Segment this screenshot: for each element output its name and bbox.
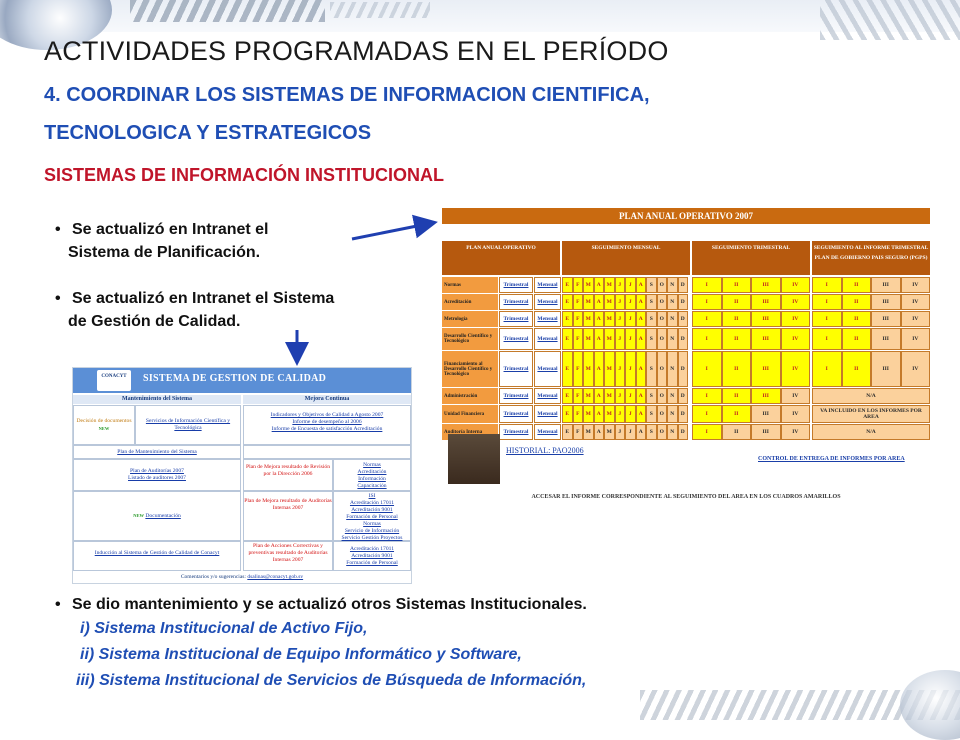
historial-link[interactable]: HISTORIAL: PAO2006 bbox=[506, 446, 584, 455]
informe-quarter-cell[interactable]: IV bbox=[901, 311, 931, 327]
quarter-cell[interactable]: I bbox=[692, 351, 722, 387]
sgc-link[interactable]: Acreditación 9001 bbox=[351, 507, 393, 513]
informe-quarter-cell[interactable]: III bbox=[871, 351, 901, 387]
pao-row-name: Normas bbox=[442, 277, 498, 293]
sgc-cell bbox=[243, 491, 333, 541]
quarter-cell[interactable]: I bbox=[692, 328, 722, 350]
sgc-link[interactable]: Plan de Mantenimiento del Sistema bbox=[117, 449, 197, 455]
sgc-cell bbox=[73, 445, 241, 459]
month-cell[interactable]: M bbox=[583, 388, 594, 404]
sgc-cell bbox=[243, 459, 333, 491]
informe-quarter-cell[interactable]: II bbox=[842, 351, 872, 387]
month-cell[interactable]: J bbox=[625, 311, 636, 327]
header-stripes-decoration bbox=[130, 0, 325, 22]
informe-quarter-cell[interactable]: I bbox=[812, 277, 842, 293]
month-cell[interactable]: A bbox=[636, 277, 647, 293]
pao-row-name: Financiamiento al Desarrollo Científico y Tecnológico bbox=[442, 351, 498, 387]
quarter-cell[interactable]: I bbox=[692, 294, 722, 310]
sgc-col-header-1: Mantenimiento del Sistema bbox=[73, 395, 241, 404]
list-item: iii) Sistema Institucional de Servicios de Búsqueda de Información, bbox=[76, 672, 587, 689]
quarter-cell[interactable]: IV bbox=[781, 277, 811, 293]
month-cell[interactable]: A bbox=[636, 294, 647, 310]
trimestral-link[interactable]: Trimestral bbox=[499, 311, 533, 327]
month-cell[interactable]: O bbox=[657, 351, 668, 387]
month-cell[interactable]: J bbox=[625, 405, 636, 423]
quarter-cell[interactable]: IV bbox=[781, 388, 811, 404]
quarter-cell[interactable]: II bbox=[722, 405, 752, 423]
sgc-cell bbox=[73, 405, 135, 445]
informe-quarter-cell[interactable]: II bbox=[842, 294, 872, 310]
informe-quarter-cell[interactable]: II bbox=[842, 311, 872, 327]
pao-row-name: Metrología bbox=[442, 311, 498, 327]
sgc-link[interactable]: Normas bbox=[363, 521, 381, 527]
pao-header-text: SEGUIMIENTO MENSUAL bbox=[591, 245, 661, 251]
month-cell[interactable]: D bbox=[678, 351, 689, 387]
month-cell[interactable]: N bbox=[667, 388, 678, 404]
slide-subtitle-line1: 4. COORDINAR LOS SISTEMAS DE INFORMACION CIENTIFICA, bbox=[44, 84, 650, 106]
header-stripes-decoration-2 bbox=[330, 2, 430, 18]
month-cell[interactable]: J bbox=[615, 351, 626, 387]
quarter-cell[interactable]: III bbox=[751, 328, 781, 350]
trimestral-link[interactable]: Trimestral bbox=[499, 294, 533, 310]
sgc-link[interactable]: Formación de Personal bbox=[346, 560, 398, 566]
month-cell[interactable]: M bbox=[604, 277, 615, 293]
informe-na-cell: VA INCLUIDO EN LOS INFORMES POR AREA bbox=[812, 405, 930, 423]
pao-row bbox=[442, 351, 930, 387]
month-cell[interactable]: D bbox=[678, 388, 689, 404]
bullet-mantenimiento bbox=[55, 596, 587, 614]
trimestral-link[interactable]: Trimestral bbox=[499, 388, 533, 404]
month-cell[interactable]: E bbox=[562, 311, 573, 327]
month-cell[interactable]: E bbox=[562, 424, 573, 440]
quarter-cell[interactable]: I bbox=[692, 388, 722, 404]
quarter-cell[interactable]: III bbox=[751, 277, 781, 293]
month-cell[interactable]: D bbox=[678, 277, 689, 293]
month-cell[interactable]: J bbox=[625, 277, 636, 293]
month-cell[interactable]: D bbox=[678, 424, 689, 440]
month-cell[interactable]: S bbox=[646, 405, 657, 423]
sgc-link[interactable]: Acreditación 17011 bbox=[349, 546, 395, 552]
mensual-link[interactable]: Mensual bbox=[534, 277, 561, 293]
quarter-cell[interactable]: II bbox=[722, 424, 752, 440]
sgc-footer-email[interactable]: dsalinas@conacyt.gob.sv bbox=[247, 574, 304, 580]
informe-quarter-cell[interactable]: II bbox=[842, 328, 872, 350]
quarter-cell[interactable]: II bbox=[722, 328, 752, 350]
informe-quarter-cell[interactable]: IV bbox=[901, 294, 931, 310]
month-cell[interactable]: J bbox=[625, 328, 636, 350]
month-cell[interactable]: A bbox=[594, 351, 605, 387]
quarter-cell[interactable]: I bbox=[692, 424, 722, 440]
quarter-cell[interactable]: I bbox=[692, 311, 722, 327]
month-cell[interactable]: F bbox=[573, 328, 584, 350]
month-cell[interactable]: A bbox=[594, 277, 605, 293]
pao-row-name: Desarrollo Científico y Tecnológico bbox=[442, 328, 498, 350]
quarter-cell[interactable]: III bbox=[751, 405, 781, 423]
month-cell[interactable]: O bbox=[657, 388, 668, 404]
month-cell[interactable]: A bbox=[636, 388, 647, 404]
trimestral-link[interactable]: Trimestral bbox=[499, 328, 533, 350]
list-item: i) Sistema Institucional de Activo Fijo, bbox=[80, 620, 368, 637]
sgc-link[interactable]: Formación de Personal bbox=[346, 514, 398, 520]
pao-header-informe bbox=[812, 241, 930, 275]
list-item: ii) Sistema Institucional de Equipo Informático y Software, bbox=[80, 646, 522, 663]
informe-na-cell: N/A bbox=[812, 388, 930, 404]
conacyt-logo: CONACYT bbox=[97, 370, 131, 391]
mensual-link[interactable]: Mensual bbox=[534, 405, 561, 423]
month-cell[interactable]: E bbox=[562, 328, 573, 350]
month-cell[interactable]: O bbox=[657, 277, 668, 293]
month-cell[interactable]: A bbox=[636, 351, 647, 387]
month-cell[interactable]: J bbox=[615, 311, 626, 327]
month-cell[interactable]: M bbox=[604, 388, 615, 404]
sgc-link[interactable]: Acreditación bbox=[357, 469, 387, 475]
sgc-cell bbox=[333, 491, 411, 541]
month-cell[interactable]: N bbox=[667, 405, 678, 423]
sgc-link[interactable]: Información bbox=[358, 476, 386, 482]
sgc-cell bbox=[243, 541, 333, 571]
bullet-text: Se actualizó en Intranet el Sistema bbox=[72, 290, 335, 307]
informe-quarter-cell[interactable]: IV bbox=[901, 277, 931, 293]
month-cell[interactable]: J bbox=[625, 351, 636, 387]
sgc-link[interactable]: Servicio de Información bbox=[344, 528, 400, 534]
pao-header-subtext: PLAN DE GOBIERNO PAIS SEGURO (PGPS) bbox=[814, 255, 928, 261]
sgc-link[interactable]: Listado de auditores 2007 bbox=[128, 475, 186, 481]
trimestral-link[interactable]: Trimestral bbox=[499, 405, 533, 423]
sgc-cell bbox=[333, 459, 411, 491]
quarter-cell[interactable]: IV bbox=[781, 294, 811, 310]
month-cell[interactable]: F bbox=[573, 388, 584, 404]
month-cell[interactable]: M bbox=[583, 405, 594, 423]
sgc-text: Decisión de documentos bbox=[76, 418, 132, 424]
month-cell[interactable]: D bbox=[678, 328, 689, 350]
quarter-cell[interactable]: II bbox=[722, 388, 752, 404]
pao-header-mensual bbox=[562, 241, 690, 275]
pao-header-plan bbox=[442, 241, 560, 275]
pao-row-name: Unidad Financiera bbox=[442, 405, 498, 423]
slide-subtitle-line2: TECNOLOGICA Y ESTRATEGICOS bbox=[44, 122, 372, 144]
month-cell[interactable]: J bbox=[615, 424, 626, 440]
informe-na-cell: N/A bbox=[812, 424, 930, 440]
quarter-cell[interactable]: II bbox=[722, 311, 752, 327]
month-cell[interactable]: M bbox=[604, 311, 615, 327]
month-cell[interactable]: J bbox=[615, 294, 626, 310]
trimestral-link[interactable]: Trimestral bbox=[499, 351, 533, 387]
sgc-red-text[interactable]: Plan de Mejora resultado de Revisión por la Dirección 2006 bbox=[245, 464, 331, 477]
quarter-cell[interactable]: III bbox=[751, 311, 781, 327]
month-cell[interactable]: M bbox=[583, 424, 594, 440]
informe-quarter-cell[interactable]: IV bbox=[901, 328, 931, 350]
pao-header-text: SEGUIMIENTO TRIMESTRAL bbox=[711, 245, 791, 251]
new-badge: NEW bbox=[133, 513, 144, 518]
informe-quarter-cell[interactable]: I bbox=[812, 351, 842, 387]
pao-historial-area bbox=[442, 430, 930, 486]
quarter-cell[interactable]: II bbox=[722, 351, 752, 387]
eagle-image bbox=[448, 434, 500, 484]
month-cell[interactable]: S bbox=[646, 277, 657, 293]
pao-row bbox=[442, 328, 930, 350]
slide-title: ACTIVIDADES PROGRAMADAS EN EL PERÍODO bbox=[44, 36, 669, 66]
sgc-title: SISTEMA DE GESTION DE CALIDAD bbox=[143, 373, 327, 384]
month-cell[interactable]: A bbox=[594, 311, 605, 327]
month-cell[interactable]: S bbox=[646, 351, 657, 387]
sgc-link[interactable]: ISI bbox=[368, 493, 376, 499]
sgc-cell bbox=[73, 491, 241, 541]
month-cell[interactable]: O bbox=[657, 405, 668, 423]
mensual-link[interactable]: Mensual bbox=[534, 328, 561, 350]
pao-row-name: Auditoría Interna bbox=[442, 424, 498, 440]
sgc-col-header-2: Mejora Continua bbox=[243, 395, 411, 404]
quarter-cell[interactable]: IV bbox=[781, 424, 811, 440]
informe-quarter-cell[interactable]: I bbox=[812, 311, 842, 327]
quarter-cell[interactable]: IV bbox=[781, 328, 811, 350]
quarter-cell[interactable]: I bbox=[692, 405, 722, 423]
pao-row-name: Acreditación bbox=[442, 294, 498, 310]
month-cell[interactable]: E bbox=[562, 294, 573, 310]
month-cell[interactable]: M bbox=[604, 351, 615, 387]
month-cell[interactable]: F bbox=[573, 277, 584, 293]
month-cell[interactable]: E bbox=[562, 388, 573, 404]
quarter-cell[interactable]: II bbox=[722, 294, 752, 310]
month-cell[interactable]: N bbox=[667, 311, 678, 327]
quarter-cell[interactable]: IV bbox=[781, 311, 811, 327]
sgc-red-text[interactable]: Plan de Mejora resultado de Auditorías Internas 2007 bbox=[244, 498, 332, 511]
pao-title: PLAN ANUAL OPERATIVO 2007 bbox=[442, 208, 930, 224]
month-cell[interactable]: A bbox=[636, 424, 647, 440]
month-cell[interactable]: A bbox=[594, 424, 605, 440]
sgc-cell bbox=[73, 541, 241, 571]
month-cell[interactable]: J bbox=[625, 294, 636, 310]
pao-screenshot bbox=[442, 208, 930, 512]
month-cell[interactable]: J bbox=[615, 328, 626, 350]
mensual-link[interactable]: Mensual bbox=[534, 311, 561, 327]
control-entrega-link[interactable]: CONTROL DE ENTREGA DE INFORMES POR AREA bbox=[758, 456, 905, 462]
month-cell[interactable]: S bbox=[646, 424, 657, 440]
month-cell[interactable]: E bbox=[562, 405, 573, 423]
month-cell[interactable]: O bbox=[657, 294, 668, 310]
sgc-link[interactable]: Indicadores y Objetivos de Calidad a Agosto 2007 bbox=[270, 412, 384, 418]
month-cell[interactable]: O bbox=[657, 328, 668, 350]
month-cell[interactable]: F bbox=[573, 424, 584, 440]
quarter-cell[interactable]: III bbox=[751, 351, 781, 387]
month-cell[interactable]: S bbox=[646, 311, 657, 327]
informe-quarter-cell[interactable]: I bbox=[812, 294, 842, 310]
month-cell[interactable]: A bbox=[594, 388, 605, 404]
month-cell[interactable]: M bbox=[583, 351, 594, 387]
new-badge: NEW bbox=[98, 426, 110, 431]
sgc-link[interactable]: Documentación bbox=[145, 513, 181, 519]
sgc-link[interactable]: Informe de Encuesta de satisfacción Acreditación bbox=[271, 426, 383, 432]
month-cell[interactable]: D bbox=[678, 311, 689, 327]
month-cell[interactable]: F bbox=[573, 294, 584, 310]
month-cell[interactable]: S bbox=[646, 294, 657, 310]
sgc-red-text[interactable]: Plan de Acciones Correctivas y preventivas resultado de Auditorías Internas 2007 bbox=[248, 543, 328, 563]
month-cell[interactable]: D bbox=[678, 405, 689, 423]
mensual-link[interactable]: Mensual bbox=[534, 294, 561, 310]
bullet-dot: • bbox=[55, 596, 61, 613]
month-cell[interactable]: M bbox=[604, 424, 615, 440]
sgc-link[interactable]: Informe de desempeño al 2006 bbox=[292, 419, 362, 425]
pao-header-trimestral bbox=[692, 241, 810, 275]
month-cell[interactable]: M bbox=[604, 294, 615, 310]
sgc-cell bbox=[243, 405, 411, 445]
month-cell[interactable]: F bbox=[573, 405, 584, 423]
month-cell[interactable]: A bbox=[636, 405, 647, 423]
footer-orb-decoration bbox=[900, 670, 960, 740]
month-cell[interactable]: A bbox=[594, 294, 605, 310]
trimestral-link[interactable]: Trimestral bbox=[499, 277, 533, 293]
mensual-link[interactable]: Mensual bbox=[534, 388, 561, 404]
header-right-decoration bbox=[820, 0, 960, 40]
month-cell[interactable]: M bbox=[583, 311, 594, 327]
mensual-link[interactable]: Mensual bbox=[534, 351, 561, 387]
month-cell[interactable]: N bbox=[667, 424, 678, 440]
pao-row bbox=[442, 388, 930, 404]
bullet-calidad bbox=[55, 290, 335, 308]
month-cell[interactable]: N bbox=[667, 351, 678, 387]
sgc-screenshot bbox=[72, 367, 412, 584]
bullet-dot: • bbox=[55, 290, 61, 307]
month-cell[interactable]: A bbox=[594, 328, 605, 350]
month-cell[interactable]: M bbox=[583, 277, 594, 293]
sgc-header bbox=[73, 368, 411, 393]
month-cell[interactable]: S bbox=[646, 388, 657, 404]
bullet-dot: • bbox=[55, 221, 61, 238]
pao-accesar-text: ACCESAR EL INFORME CORRESPONDIENTE AL SEGUIMIENTO DEL AREA EN LOS CUADROS AMARILLOS bbox=[531, 494, 841, 500]
informe-quarter-cell[interactable]: I bbox=[812, 328, 842, 350]
pao-row bbox=[442, 277, 930, 293]
pao-header-text: SEGUIMIENTO AL INFORME TRIMESTRAL bbox=[813, 245, 929, 251]
month-cell[interactable]: M bbox=[583, 328, 594, 350]
pao-row-name: Administración bbox=[442, 388, 498, 404]
trimestral-link[interactable]: Trimestral bbox=[499, 424, 533, 440]
informe-quarter-cell[interactable]: III bbox=[871, 328, 901, 350]
sgc-link[interactable]: Normas bbox=[363, 462, 381, 468]
sgc-cell bbox=[243, 445, 411, 459]
informe-quarter-cell[interactable]: IV bbox=[901, 351, 931, 387]
pao-header-text: PLAN ANUAL OPERATIVO bbox=[466, 245, 536, 251]
month-cell[interactable]: A bbox=[636, 311, 647, 327]
arrow-to-pao bbox=[352, 223, 432, 239]
month-cell[interactable]: M bbox=[604, 405, 615, 423]
sgc-cell bbox=[333, 541, 411, 571]
sgc-link[interactable]: Plan de Auditorías 2007 bbox=[130, 468, 184, 474]
bullet-calidad-cont: de Gestión de Calidad. bbox=[68, 313, 241, 330]
sgc-footer-text: Comentarios y/o sugerencias: bbox=[180, 574, 246, 580]
month-cell[interactable]: A bbox=[594, 405, 605, 423]
pao-row bbox=[442, 405, 930, 423]
month-cell[interactable]: M bbox=[604, 328, 615, 350]
sgc-cell bbox=[73, 459, 241, 491]
informe-quarter-cell[interactable]: III bbox=[871, 277, 901, 293]
sgc-link[interactable]: Servicios de Información Científica y Tecnológica bbox=[145, 418, 231, 431]
month-cell[interactable]: N bbox=[667, 294, 678, 310]
quarter-cell[interactable]: II bbox=[722, 277, 752, 293]
sgc-link[interactable]: Acreditación 17011 bbox=[349, 500, 395, 506]
sgc-link[interactable]: Acreditación 9001 bbox=[351, 553, 393, 559]
bullet-planificacion bbox=[55, 221, 269, 239]
month-cell[interactable]: A bbox=[636, 328, 647, 350]
month-cell[interactable]: D bbox=[678, 294, 689, 310]
sgc-link[interactable]: Capacitación bbox=[357, 483, 387, 489]
pao-row bbox=[442, 294, 930, 310]
quarter-cell[interactable]: III bbox=[751, 424, 781, 440]
quarter-cell[interactable]: III bbox=[751, 294, 781, 310]
month-cell[interactable]: N bbox=[667, 328, 678, 350]
month-cell[interactable]: O bbox=[657, 424, 668, 440]
bullet-planificacion-cont: Sistema de Planificación. bbox=[68, 244, 261, 261]
section-heading: SISTEMAS DE INFORMACIÓN INSTITUCIONAL bbox=[44, 165, 444, 185]
month-cell[interactable]: S bbox=[646, 328, 657, 350]
quarter-cell[interactable]: III bbox=[751, 388, 781, 404]
month-cell[interactable]: M bbox=[583, 294, 594, 310]
mensual-link[interactable]: Mensual bbox=[534, 424, 561, 440]
informe-quarter-cell[interactable]: III bbox=[871, 294, 901, 310]
quarter-cell[interactable]: IV bbox=[781, 351, 811, 387]
month-cell[interactable]: J bbox=[615, 388, 626, 404]
month-cell[interactable]: O bbox=[657, 311, 668, 327]
month-cell[interactable]: F bbox=[573, 311, 584, 327]
month-cell[interactable]: J bbox=[615, 405, 626, 423]
month-cell[interactable]: E bbox=[562, 277, 573, 293]
informe-quarter-cell[interactable]: II bbox=[842, 277, 872, 293]
pao-row bbox=[442, 311, 930, 327]
informe-quarter-cell[interactable]: III bbox=[871, 311, 901, 327]
month-cell[interactable]: E bbox=[562, 351, 573, 387]
bullet-text: Se actualizó en Intranet el bbox=[72, 221, 269, 238]
bullet-text: Se dio mantenimiento y se actualizó otros Sistemas Institucionales. bbox=[72, 596, 587, 613]
quarter-cell[interactable]: I bbox=[692, 277, 722, 293]
sgc-link[interactable]: Inducción al Sistema de Gestión de Calidad de Conacyt bbox=[94, 550, 220, 556]
sgc-link[interactable]: Servicio Gestión Proyectos bbox=[341, 535, 403, 541]
sgc-cell bbox=[135, 405, 241, 445]
month-cell[interactable]: N bbox=[667, 277, 678, 293]
month-cell[interactable]: F bbox=[573, 351, 584, 387]
month-cell[interactable]: J bbox=[625, 424, 636, 440]
sgc-footer bbox=[73, 571, 411, 583]
month-cell[interactable]: J bbox=[625, 388, 636, 404]
quarter-cell[interactable]: IV bbox=[781, 405, 811, 423]
month-cell[interactable]: J bbox=[615, 277, 626, 293]
